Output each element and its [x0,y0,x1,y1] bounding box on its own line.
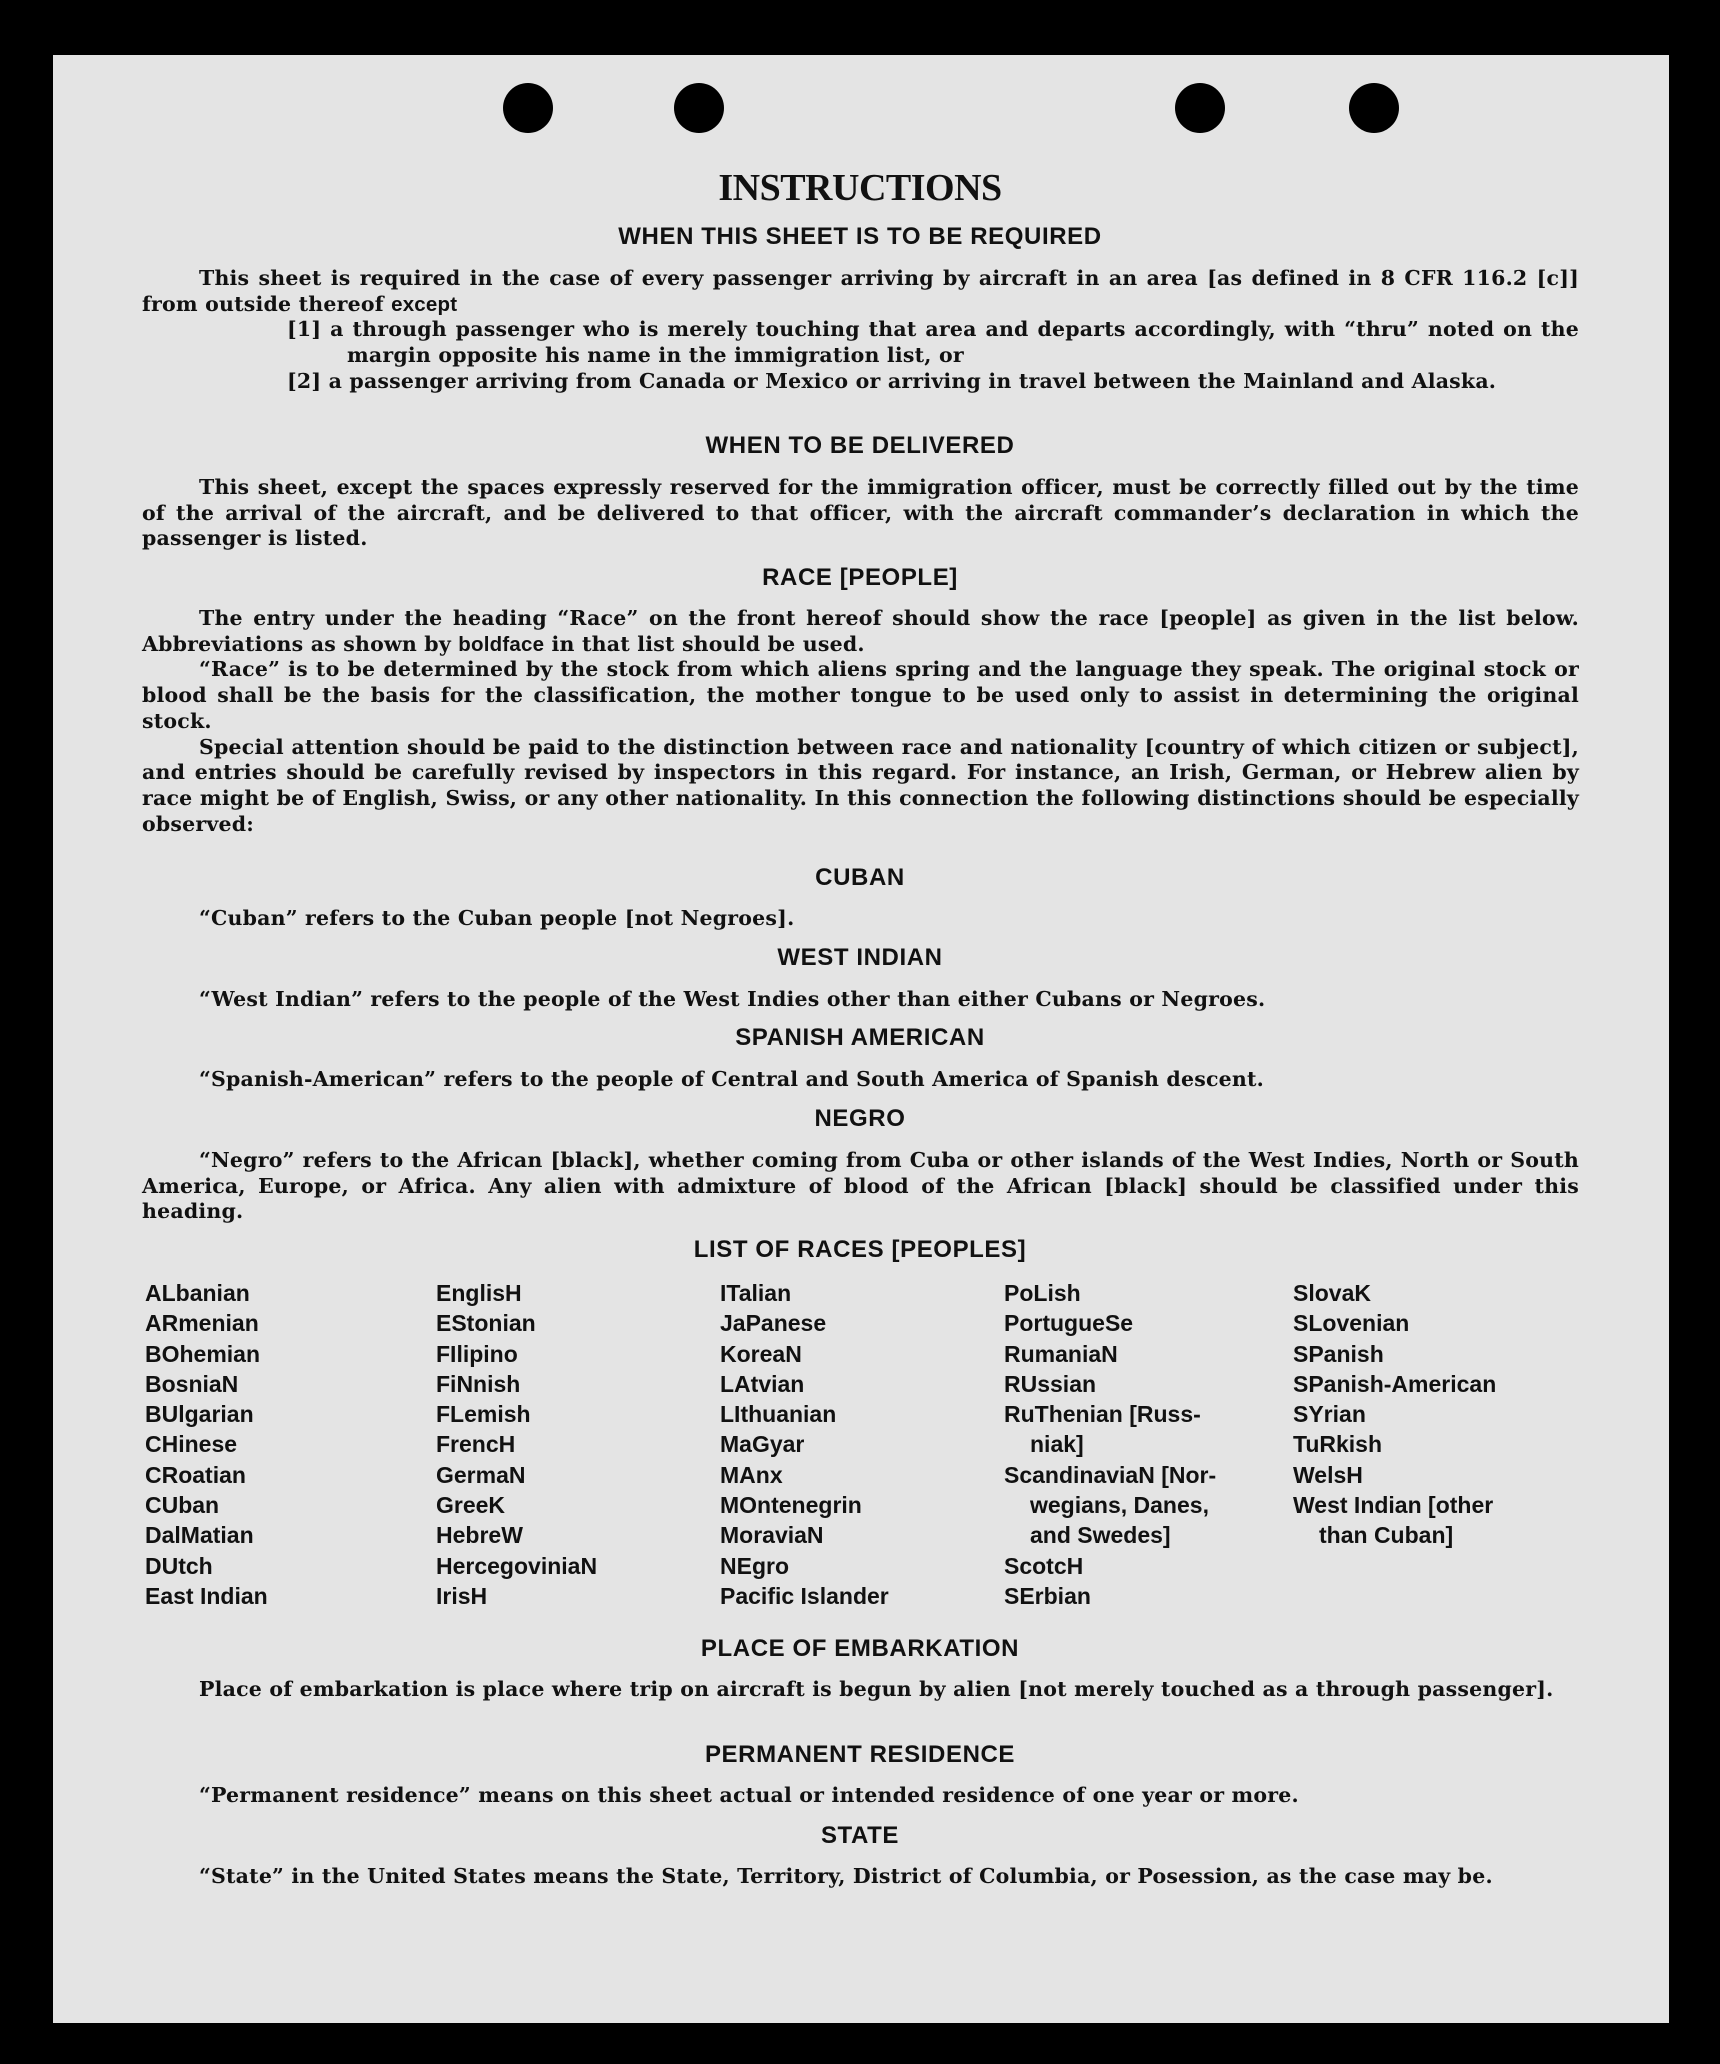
heading-west-indian: WEST INDIAN [777,944,943,971]
race-entry: RuThenian [Russ- [1004,1401,1201,1428]
race-entry: ScandinaviaN [Nor- [1004,1461,1217,1488]
heading-embarkation: PLACE OF EMBARKATION [700,1635,1020,1662]
section-permanent-residence [142,1783,1579,1809]
race-entry: ScotcH [1004,1552,1084,1579]
race-entry: HercegoviniaN [436,1552,598,1579]
race-entry: SPanish [1293,1340,1384,1367]
race-entry: HebreW [436,1522,523,1549]
race-entry: MOntenegrin [720,1492,862,1519]
heading-list-of-races: LIST OF RACES [PEOPLES] [693,1236,1027,1263]
race-entry: DalMatian [145,1522,254,1549]
race-entry: SYrian [1293,1401,1366,1428]
race-entry: MAnx [720,1461,783,1488]
heading-spanish-american: SPANISH AMERICAN [735,1024,985,1051]
list-item: [1] a through passenger who is merely touching that area and departs accordingly, with “thru” noted on the margin opposite his name in the immigration list, or [287,317,1579,368]
section-spanish-american [142,1067,1579,1093]
race-entry: BUlgarian [145,1401,254,1428]
race-entry: ALbanian [145,1280,250,1306]
race-entry: FLemish [436,1401,531,1428]
punch-hole [674,83,724,133]
section-state [142,1864,1579,1890]
race-entry: West Indian [other [1293,1492,1494,1519]
race-entry: DUtch [145,1552,213,1579]
race-entry: KoreaN [720,1340,802,1367]
paragraph: “Race” is to be determined by the stock from which aliens spring and the language they speak. The original stock or blood shall be the basis for the classification, the mother tongue to be used only to assist in determining the original stock. [142,657,1579,733]
punch-hole [503,83,553,133]
race-column-2 [436,1278,597,1611]
race-column-1 [145,1278,268,1611]
race-entry: GermaN [436,1461,526,1488]
race-entry: CUban [145,1492,220,1519]
heading-race: RACE [PEOPLE] [762,564,958,591]
race-entry: TuRkish [1293,1431,1383,1458]
race-entry: GreeK [436,1492,506,1519]
heading-negro: NEGRO [814,1105,906,1132]
race-entry: FiNnish [436,1370,521,1397]
race-entry: ARmenian [145,1310,259,1337]
race-entry: RUssian [1004,1370,1097,1397]
paragraph [142,266,1579,317]
punch-hole [1349,83,1399,133]
bold-text: boldface [458,632,545,656]
text: This sheet is required in the case of every passenger arriving by aircraft in an area [as defined in 8 CFR 116.2 [c]] from outside thereof [142,266,1579,316]
race-entry: MaGyar [720,1431,805,1458]
heading-permanent-residence: PERMANENT RESIDENCE [704,1741,1016,1768]
race-column-3 [720,1278,889,1611]
race-entry: than Cuban] [1319,1522,1454,1549]
punch-hole [1175,83,1225,133]
race-entry: CHinese [145,1431,238,1458]
race-entry: SLovenian [1293,1310,1410,1337]
race-entry: EStonian [436,1310,536,1337]
section-race [142,606,1579,837]
paragraph: “West Indian” refers to the people of the West Indies other than either Cubans or Negroes. [199,987,1266,1011]
race-entry: FrencH [436,1431,516,1458]
text: The entry under the heading “Race” on the front hereof should show the race [people] as given in the list below. Abbreviations as shown by [142,606,1579,656]
paragraph: This sheet, except the spaces expressly reserved for the immigration officer, must be correctly filled out by the time of the arrival of the aircraft, and be delivered to that officer, with the aircraft commander’s declaration in which the passenger is listed. [142,475,1579,551]
race-entry: BosniaN [145,1370,239,1397]
race-column-5 [1293,1278,1496,1551]
race-entry: IrisH [436,1582,488,1609]
race-entry: FIlipino [436,1340,518,1367]
race-entry: East Indian [145,1582,268,1609]
paragraph: Place of embarkation is place where trip on aircraft is begun by alien [not merely touched as a through passenger]. [199,1677,1554,1701]
race-entry: niak] [1030,1431,1084,1458]
race-entry: MoraviaN [720,1522,824,1549]
heading-state: STATE [820,1822,900,1849]
race-entry: LAtvian [720,1370,805,1397]
section-west-indian [142,987,1579,1013]
list-item: [2] a passenger arriving from Canada or Mexico or arriving in travel between the Mainland and Alaska. [287,368,1497,393]
race-entry: LIthuanian [720,1401,837,1428]
section-embarkation [142,1677,1579,1703]
paragraph: “Cuban” refers to the Cuban people [not Negroes]. [199,906,795,930]
race-entry: SlovaK [1293,1280,1371,1306]
race-entry: SErbian [1004,1582,1091,1609]
race-entry: JaPanese [720,1310,827,1337]
section-when-required [142,266,1579,395]
race-entry: wegians, Danes, [1030,1492,1209,1519]
paragraph: “Permanent residence” means on this sheet actual or intended residence of one year or more. [199,1783,1299,1807]
race-entry: WelsH [1293,1461,1363,1488]
heading-when-delivered: WHEN TO BE DELIVERED [705,432,1015,459]
race-entry: ITalian [720,1280,792,1306]
paragraph [142,606,1579,657]
race-entry: PoLish [1004,1280,1081,1306]
race-entry: RumaniaN [1004,1340,1118,1367]
paragraph: “Negro” refers to the African [black], whether coming from Cuba or other islands of the West Indies, North or South America, Europe, or Africa. Any alien with admixture of blood of the African [black] should be classified under this heading. [142,1148,1579,1224]
bold-text: except [391,292,458,316]
text: in that list should be used. [551,631,865,656]
race-entry: Pacific Islander [720,1582,889,1609]
paragraph: “Spanish-American” refers to the people of Central and South America of Spanish descent. [199,1067,1264,1091]
page-title: INSTRUCTIONS [718,167,1002,209]
section-cuban [142,906,1579,932]
race-entry: SPanish-American [1293,1370,1497,1397]
section-when-delivered [142,475,1579,552]
race-entry: NEgro [720,1552,789,1579]
race-entry: EnglisH [436,1280,522,1306]
race-column-4 [1004,1278,1216,1611]
race-entry: BOhemian [145,1340,261,1367]
section-negro [142,1148,1579,1225]
paragraph: Special attention should be paid to the distinction between race and nationality [country of which citizen or subject], and entries should be carefully revised by inspectors in this regard. For instance, an Irish, German, or Hebrew alien by race might be of English, Swiss, or any other nationality. In this connection the following distinctions should be especially observed: [142,734,1579,836]
paragraph: “State” in the United States means the State, Territory, District of Columbia, or Posession, as the case may be. [199,1864,1493,1888]
race-entry: and Swedes] [1030,1522,1171,1549]
heading-cuban: CUBAN [815,864,905,891]
race-entry: CRoatian [145,1461,246,1488]
heading-when-required: WHEN THIS SHEET IS TO BE REQUIRED [618,223,1102,250]
race-entry: PortugueSe [1004,1310,1134,1337]
